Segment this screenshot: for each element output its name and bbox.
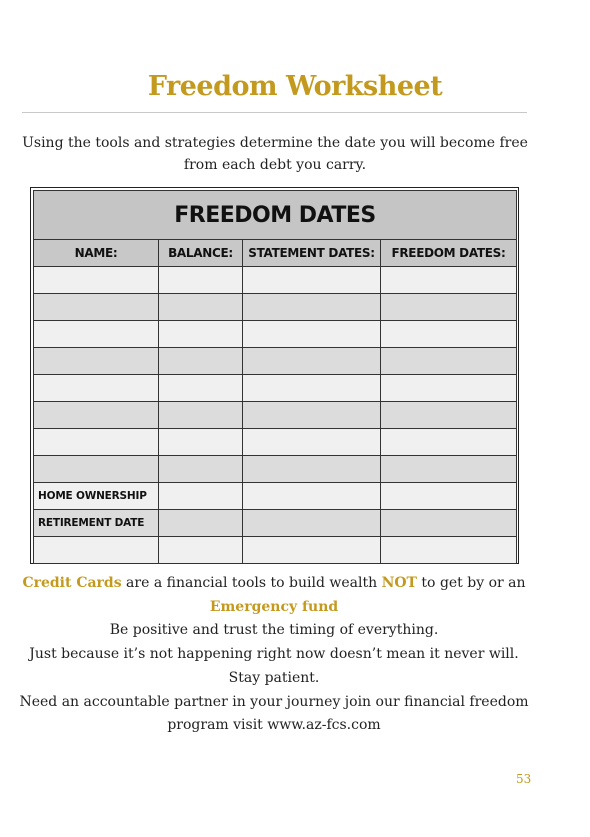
name-cell[interactable]: HOME OWNERSHIP [34, 483, 159, 510]
balance-cell[interactable] [159, 294, 243, 321]
column-header-statement-dates: STATEMENT DATES: [243, 240, 381, 267]
name-cell[interactable] [34, 537, 159, 564]
freedom-dates-cell[interactable] [381, 402, 517, 429]
intro-text [20, 132, 530, 176]
statement-dates-cell[interactable] [243, 402, 381, 429]
table-row [34, 402, 517, 429]
freedom-dates-cell[interactable] [381, 456, 517, 483]
statement-dates-cell[interactable] [243, 267, 381, 294]
name-cell[interactable] [34, 456, 159, 483]
intro-line-1: Using the tools and strategies determine the date you will become free [22, 135, 528, 151]
table-title: FREEDOM DATES [34, 191, 517, 240]
statement-dates-cell[interactable] [243, 429, 381, 456]
table-row [34, 375, 517, 402]
statement-dates-cell[interactable] [243, 510, 381, 537]
freedom-dates-cell[interactable] [381, 483, 517, 510]
statement-dates-cell[interactable] [243, 537, 381, 564]
freedom-dates-cell[interactable] [381, 537, 517, 564]
name-cell[interactable] [34, 294, 159, 321]
table-row [34, 456, 517, 483]
table-row [34, 294, 517, 321]
statement-dates-cell[interactable] [243, 348, 381, 375]
table-row [34, 348, 517, 375]
balance-cell[interactable] [159, 267, 243, 294]
balance-cell[interactable] [159, 537, 243, 564]
emergency-fund-highlight: Emergency fund [209, 598, 339, 615]
balance-cell[interactable] [159, 429, 243, 456]
paragraph-line-4: Just because it’s not happening right now doesn’t mean it never will. [29, 646, 519, 663]
paragraph-line-3: Be positive and trust the timing of everything. [109, 622, 439, 639]
table-row [34, 510, 517, 537]
freedom-dates-cell[interactable] [381, 375, 517, 402]
paragraph-line-6: Need an accountable partner in your journey join our financial freedom [19, 693, 529, 710]
freedom-dates-cell[interactable] [381, 429, 517, 456]
name-cell[interactable] [34, 375, 159, 402]
name-cell[interactable] [34, 429, 159, 456]
balance-cell[interactable] [159, 375, 243, 402]
balance-cell[interactable] [159, 321, 243, 348]
table-row [34, 537, 517, 564]
table-row [34, 321, 517, 348]
statement-dates-cell[interactable] [243, 321, 381, 348]
table-body [34, 267, 517, 564]
freedom-dates-cell[interactable] [381, 510, 517, 537]
statement-dates-cell[interactable] [243, 375, 381, 402]
paragraph-line-1 [10, 572, 538, 596]
column-header-balance: BALANCE: [159, 240, 243, 267]
statement-dates-cell[interactable] [243, 456, 381, 483]
paragraph-line-5: Stay patient. [228, 669, 320, 686]
paragraph-line-1-end: to get by or an [416, 575, 526, 591]
page-number: 53 [516, 772, 532, 786]
balance-cell[interactable] [159, 348, 243, 375]
freedom-dates-cell[interactable] [381, 267, 517, 294]
column-header-name: NAME: [34, 240, 159, 267]
paragraph-line-1-mid: are a financial tools to build wealth [121, 575, 382, 591]
closing-paragraph [10, 572, 538, 738]
table-row [34, 267, 517, 294]
name-cell[interactable] [34, 402, 159, 429]
balance-cell[interactable] [159, 456, 243, 483]
name-cell[interactable] [34, 348, 159, 375]
balance-cell[interactable] [159, 483, 243, 510]
name-cell[interactable] [34, 267, 159, 294]
statement-dates-cell[interactable] [243, 294, 381, 321]
name-cell[interactable] [34, 321, 159, 348]
freedom-dates-cell[interactable] [381, 321, 517, 348]
balance-cell[interactable] [159, 402, 243, 429]
intro-line-2: from each debt you carry. [183, 157, 367, 173]
paragraph-line-7: program visit www.az-fcs.com [167, 717, 381, 734]
column-header-freedom-dates: FREEDOM DATES: [381, 240, 517, 267]
not-highlight: NOT [381, 575, 417, 591]
table-row [34, 429, 517, 456]
credit-cards-highlight: Credit Cards [22, 575, 122, 591]
balance-cell[interactable] [159, 510, 243, 537]
title-divider [22, 112, 527, 113]
name-cell[interactable]: RETIREMENT DATE [34, 510, 159, 537]
freedom-dates-cell[interactable] [381, 294, 517, 321]
table-row [34, 483, 517, 510]
freedom-dates-table [33, 190, 517, 564]
page-title: Freedom Worksheet [147, 71, 443, 102]
statement-dates-cell[interactable] [243, 483, 381, 510]
freedom-dates-cell[interactable] [381, 348, 517, 375]
